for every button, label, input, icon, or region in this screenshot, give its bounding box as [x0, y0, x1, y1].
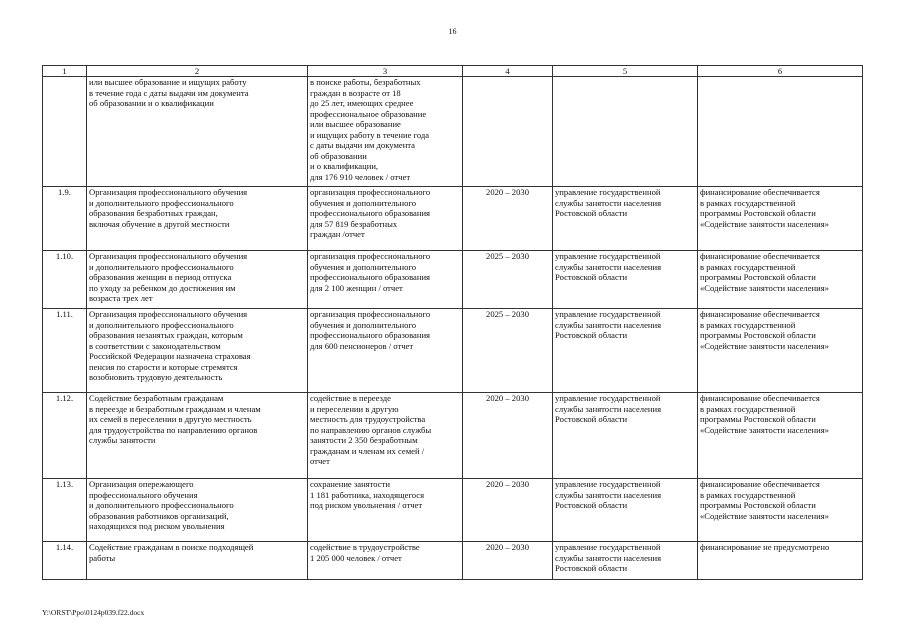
financing-cell [698, 77, 863, 187]
header-cell: 6 [698, 66, 863, 77]
period-cell: 2020 – 2030 [463, 479, 553, 542]
header-cell: 4 [463, 66, 553, 77]
executor-cell: управление государственной службы занятости населения Ростовской области [553, 187, 698, 251]
row-number: 1.14. [43, 542, 87, 580]
result-cell: сохранение занятости 1 181 работника, находящегося под риском увольнения / отчет [308, 479, 463, 542]
plan-table [42, 65, 863, 580]
period-cell: 2025 – 2030 [463, 309, 553, 393]
financing-cell: финансирование обеспечивается в рамках государственной программы Ростовской области «Содействие занятости населения» [698, 187, 863, 251]
header-cell: 3 [308, 66, 463, 77]
header-cell: 5 [553, 66, 698, 77]
financing-cell: финансирование обеспечивается в рамках государственной программы Ростовской области «Содействие занятости населения» [698, 251, 863, 309]
file-path-footer: Y:\ORST\Ppo\0124p039.f22.docx [42, 608, 145, 617]
executor-cell: управление государственной службы занятости населения Ростовской области [553, 479, 698, 542]
measure-cell: Содействие гражданам в поиске подходящей работы [87, 542, 308, 580]
page-number: 16 [448, 27, 457, 36]
table-row [43, 393, 863, 479]
result-cell: организация профессионального обучения и дополнительного профессионального образования для 2 100 женщин / отчет [308, 251, 463, 309]
table-row [43, 187, 863, 251]
executor-cell: управление государственной службы занятости населения Ростовской области [553, 542, 698, 580]
measure-cell: или высшее образование и ищущих работу в течение года с даты выдачи им документа об образовании и о квалификации [87, 77, 308, 187]
result-cell: в поиске работы, безработных граждан в возрасте от 18 до 25 лет, имеющих среднее профессиональное образование или высшее образование и ищущих работу в течение года с даты выдачи им документа об образовании и о квалификации, для 176 910 человек / отчет [308, 77, 463, 187]
row-number: 1.10. [43, 251, 87, 309]
executor-cell: управление государственной службы занятости населения Ростовской области [553, 251, 698, 309]
result-cell: организация профессионального обучения и дополнительного профессионального образования для 57 819 безработных граждан /отчет [308, 187, 463, 251]
executor-cell [553, 77, 698, 187]
measure-cell: Организация профессионального обучения и дополнительного профессионального образования безработных граждан, включая обучение в другой местности [87, 187, 308, 251]
header-cell: 1 [43, 66, 87, 77]
period-cell: 2020 – 2030 [463, 187, 553, 251]
financing-cell: финансирование обеспечивается в рамках государственной программы Ростовской области «Содействие занятости населения» [698, 479, 863, 542]
table-row [43, 542, 863, 580]
result-cell: содействие в трудоустройстве 1 205 000 человек / отчет [308, 542, 463, 580]
financing-cell: финансирование обеспечивается в рамках государственной программы Ростовской области «Содействие занятости населения» [698, 309, 863, 393]
executor-cell: управление государственной службы занятости населения Ростовской области [553, 393, 698, 479]
row-number [43, 77, 87, 187]
header-cell: 2 [87, 66, 308, 77]
period-cell: 2025 – 2030 [463, 251, 553, 309]
table-row [43, 251, 863, 309]
table-row [43, 77, 863, 187]
row-number: 1.12. [43, 393, 87, 479]
financing-cell: финансирование не предусмотрено [698, 542, 863, 580]
executor-cell: управление государственной службы занятости населения Ростовской области [553, 309, 698, 393]
result-cell: содействие в переезде и переселении в другую местность для трудоустройства по направлению органов службы занятости 2 350 безработным гражданам и членам их семей / отчет [308, 393, 463, 479]
measure-cell: Организация опережающего профессионального обучения и дополнительного профессионального образования работников организаций, находящихся под риском увольнения [87, 479, 308, 542]
result-cell: организация профессионального обучения и дополнительного профессионального образования для 600 пенсионеров / отчет [308, 309, 463, 393]
measure-cell: Организация профессионального обучения и дополнительного профессионального образования женщин в период отпуска по уходу за ребенком до достижения им возраста трех лет [87, 251, 308, 309]
measure-cell: Содействие безработным гражданам в переезде и безработным гражданам и членам их семей в переселении в другую местность для трудоустройства по направлению органов службы занятости [87, 393, 308, 479]
row-number: 1.11. [43, 309, 87, 393]
period-cell: 2020 – 2030 [463, 393, 553, 479]
table-row [43, 309, 863, 393]
period-cell: 2020 – 2030 [463, 542, 553, 580]
row-number: 1.13. [43, 479, 87, 542]
measure-cell: Организация профессионального обучения и дополнительного профессионального образования незанятых граждан, которым в соответствии с законодательством Российской Федерации назначена страховая пенсия по старости и которые стремятся возобновить трудовую деятельность [87, 309, 308, 393]
table-row [43, 479, 863, 542]
financing-cell: финансирование обеспечивается в рамках государственной программы Ростовской области «Содействие занятости населения» [698, 393, 863, 479]
period-cell [463, 77, 553, 187]
row-number: 1.9. [43, 187, 87, 251]
table-header-row [43, 66, 863, 77]
